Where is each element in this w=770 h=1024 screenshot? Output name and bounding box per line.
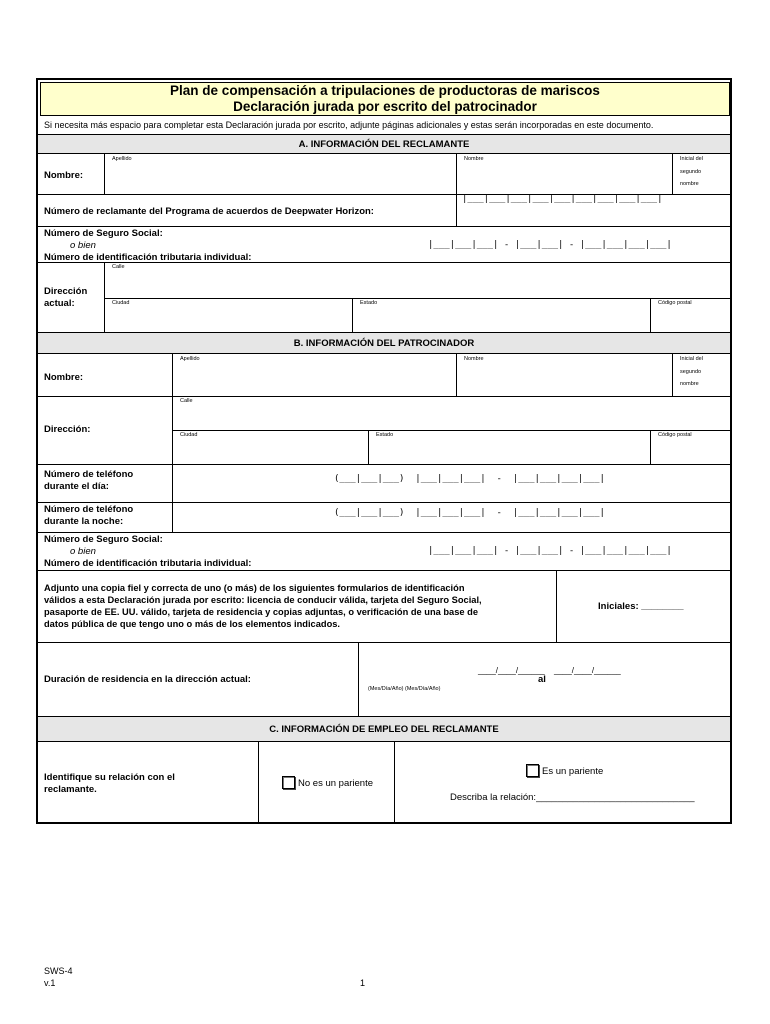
attachment-line-4: datos pública de que tengo uno o más de los elementos indicados.: [44, 619, 340, 629]
claimant-ssn-field[interactable]: |___|___|___| - |___|___| - |___|___|___|___|: [428, 240, 672, 250]
sponsor-or-label: o bien: [70, 546, 96, 557]
sponsor-zip-field[interactable]: [658, 440, 726, 462]
relationship-label-2: reclamante.: [44, 784, 97, 795]
is-relative-checkbox[interactable]: [526, 764, 539, 777]
claimant-initial-caption-2: segundo: [680, 169, 702, 175]
claimant-state-caption: Estado: [360, 300, 378, 306]
date-al-label: al: [538, 674, 546, 685]
section-c-header: C. INFORMACIÓN DE EMPLEO DEL RECLAMANTE: [38, 716, 730, 742]
claimant-address-label-1: Dirección: [44, 286, 88, 297]
relationship-label-1: Identifique su relación con el: [44, 772, 175, 783]
claimant-last-name-caption: Apellido: [112, 156, 132, 162]
sponsor-street-caption: Calle: [180, 398, 193, 404]
claimant-or-label: o bien: [70, 240, 96, 251]
form-subtitle: Declaración jurada por escrito del patrocinador: [233, 99, 537, 114]
claimant-zip-field[interactable]: [658, 308, 726, 330]
is-relative-label: Es un pariente: [542, 766, 604, 777]
claimant-initial-caption-1: Inicial del: [680, 156, 703, 162]
claimant-tin-label: Número de identificación tributaria individual:: [44, 252, 252, 263]
form-code: SWS-4: [44, 966, 73, 976]
claimant-city-caption: Ciudad: [112, 300, 130, 306]
claimant-zip-caption: Código postal: [658, 300, 692, 306]
describe-relationship-field[interactable]: Describa la relación:______________________________: [450, 792, 695, 803]
night-phone-label-1: Número de teléfono: [44, 504, 134, 515]
claimant-last-name-field[interactable]: [112, 164, 452, 192]
sponsor-last-name-field[interactable]: [180, 364, 452, 394]
sponsor-tin-label: Número de identificación tributaria individual:: [44, 558, 252, 569]
title-box: [40, 82, 730, 116]
instructions-note: Si necesita más espacio para completar esta Declaración jurada por escrito, adjunte páginas adicionales y estas serán incorporadas en este documento.: [44, 120, 654, 130]
sponsor-city-field[interactable]: [180, 440, 364, 462]
not-relative-checkbox[interactable]: [282, 776, 295, 789]
date-to-field[interactable]: ____/____/______: [554, 666, 621, 675]
attachment-line-1: Adjunto una copia fiel y correcta de uno (o más) de los siguientes formularios de identificación: [44, 583, 465, 593]
section-a-header: A. INFORMACIÓN DEL RECLAMANTE: [38, 134, 730, 154]
date-format-caption: (Mes/Día/Año) (Mes/Día/Año): [368, 686, 441, 692]
sponsor-ssn-label: Número de Seguro Social:: [44, 534, 163, 545]
sponsor-ssn-field[interactable]: |___|___|___| - |___|___| - |___|___|___|___|: [428, 546, 672, 556]
sponsor-initial-field[interactable]: [680, 364, 726, 394]
claimant-street-caption: Calle: [112, 264, 125, 270]
sponsor-state-caption: Estado: [376, 432, 394, 438]
sponsor-street-field[interactable]: [180, 406, 726, 428]
sponsor-name-label: Nombre:: [44, 372, 84, 383]
sponsor-initial-caption-1: Inicial del: [680, 356, 703, 362]
day-phone-field[interactable]: (___|___|___) |___|___|___| - |___|___|___|___|: [334, 474, 605, 484]
sponsor-initial-caption-2: segundo: [680, 369, 702, 375]
sponsor-city-caption: Ciudad: [180, 432, 198, 438]
sponsor-last-name-caption: Apellido: [180, 356, 200, 362]
section-b-header: B. INFORMACIÓN DEL PATROCINADOR: [38, 332, 730, 354]
form-title: Plan de compensación a tripulaciones de productoras de mariscos: [170, 83, 600, 98]
claimant-number-label: Número de reclamante del Programa de acuerdos de Deepwater Horizon:: [44, 206, 374, 217]
claimant-ssn-label: Número de Seguro Social:: [44, 228, 163, 239]
attachment-line-2: válidos a esta Declaración jurada por escrito: licencia de conducir válida, tarjeta del Seguro Social,: [44, 595, 482, 605]
date-from-field[interactable]: ____/____/______: [478, 666, 545, 675]
claimant-initial-caption-3: nombre: [680, 181, 699, 187]
form-version: v.1: [44, 978, 56, 988]
claimant-city-field[interactable]: [112, 308, 348, 330]
form-container: [36, 78, 732, 824]
sponsor-state-field[interactable]: [376, 440, 646, 462]
night-phone-label-2: durante la noche:: [44, 516, 124, 527]
day-phone-label-2: durante el día:: [44, 481, 109, 492]
page-number: 1: [360, 978, 366, 988]
not-relative-label: No es un pariente: [298, 778, 373, 789]
night-phone-field[interactable]: (___|___|___) |___|___|___| - |___|___|___|___|: [334, 508, 605, 518]
claimant-street-field[interactable]: [112, 272, 726, 296]
claimant-first-name-caption: Nombre: [464, 156, 484, 162]
sponsor-zip-caption: Código postal: [658, 432, 692, 438]
claimant-state-field[interactable]: [360, 308, 646, 330]
claimant-first-name-field[interactable]: [464, 164, 668, 192]
initials-field[interactable]: Iniciales: ________: [598, 601, 684, 612]
duration-label: Duración de residencia en la dirección actual:: [44, 674, 251, 685]
sponsor-address-label: Dirección:: [44, 424, 91, 435]
day-phone-label-1: Número de teléfono: [44, 469, 134, 480]
attachment-line-3: pasaporte de EE. UU. válido, tarjeta de residencia y copias adjuntas, o verificación de una base de: [44, 607, 479, 617]
claimant-address-label-2: actual:: [44, 298, 75, 309]
claimant-number-field[interactable]: |___|___|___|___|___|___|___|___|___|: [462, 194, 663, 204]
sponsor-first-name-caption: Nombre: [464, 356, 484, 362]
claimant-initial-field[interactable]: [680, 164, 726, 192]
sponsor-initial-caption-3: nombre: [680, 381, 699, 387]
sponsor-first-name-field[interactable]: [464, 364, 668, 394]
claimant-name-label: Nombre:: [44, 170, 84, 181]
